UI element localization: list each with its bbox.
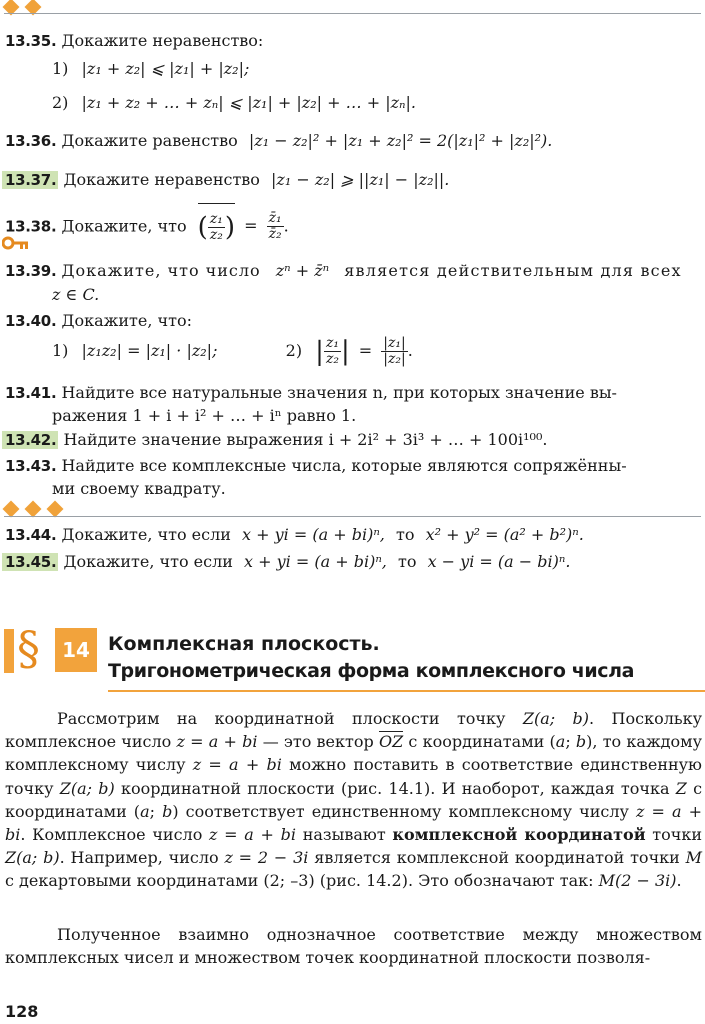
fraction: $\frac{\text{|z₁|}}{\text{|z₂|}}$ <box>383 335 406 367</box>
problem-13-42 <box>5 430 547 450</box>
problem-13-35-item-2 <box>52 93 416 113</box>
problem-13-44 <box>5 525 584 545</box>
section-bar-left <box>4 629 14 673</box>
problem-13-39-cont <box>52 285 99 305</box>
problem-text: является действительным для всех <box>344 261 682 280</box>
item-label: 2) <box>52 93 69 112</box>
problem-number: 13.36. <box>5 132 57 150</box>
problem-number: 13.40. <box>5 312 57 330</box>
divider <box>4 516 701 517</box>
ornament-diamond <box>3 501 20 518</box>
body-paragraph-2: Полученное взаимно однозначное соответствие между множеством комплексных чисел и множеством точек координатной плоскости позволя- <box>5 925 702 968</box>
formula: x + yi = (a + bi)ⁿ, <box>244 552 387 571</box>
problem-13-39 <box>5 261 700 281</box>
problem-text: Найдите все комплексные числа, которые являются сопряжённы- <box>61 456 627 475</box>
problem-text: Докажите, что число <box>61 261 261 280</box>
problem-number: 13.35. <box>5 32 57 50</box>
problem-text: Докажите неравенство <box>63 170 260 189</box>
formula: |z₁z₂| = |z₁| · |z₂|; <box>81 341 218 360</box>
problem-13-38: 13.38. Докажите, что ( $\frac{\text{z₁}}{\text{z₂}}$ ) = $\frac{\text{z̄₁}}{\text{z̄₂}}$ . <box>5 203 289 251</box>
fraction: $\frac{\text{z₁}}{\text{z₂}}$ <box>209 211 223 243</box>
section-underline <box>108 690 705 692</box>
problem-text: Докажите, что <box>61 216 187 236</box>
problem-13-36 <box>5 131 552 151</box>
problem-text: Докажите, что если <box>63 552 233 571</box>
problem-13-35-item-1 <box>52 59 249 79</box>
divider <box>4 13 701 14</box>
fraction: $\frac{\text{z̄₁}}{\text{z̄₂}}$ <box>268 210 282 243</box>
problem-13-37 <box>5 170 449 190</box>
item-label: 1) <box>52 341 69 360</box>
section-number: 14 <box>62 638 90 662</box>
problem-text: Найдите все натуральные значения n, при которых значение вы- <box>61 383 617 402</box>
problem-number: 13.43. <box>5 457 57 475</box>
formula: zⁿ + z̄ⁿ <box>275 261 330 280</box>
problem-13-40-items: 1) |z₁z₂| = |z₁| · |z₂|; 2) | $\frac{\text{z₁}}{\text{z₂}}$ | = $\frac{\text{|z₁|}}{\text{|z₂|}}$ . <box>52 335 413 367</box>
problem-text: Докажите неравенство: <box>61 31 264 50</box>
problem-number: 13.44. <box>5 526 57 544</box>
problem-13-43 <box>5 456 627 476</box>
problem-text: Докажите, что: <box>61 311 192 330</box>
ornament-diamond <box>47 501 64 518</box>
problem-number: 13.42. <box>2 431 58 449</box>
formula: z ∈ C. <box>52 285 100 304</box>
fraction: $\frac{\text{z₁}}{\text{z₂}}$ <box>325 335 339 367</box>
conjugate-bar: ( $\frac{\text{z₁}}{\text{z₂}}$ ) <box>198 203 235 251</box>
problem-text: Докажите, что если <box>61 525 231 544</box>
problem-13-41 <box>5 383 617 403</box>
problem-text: Докажите равенство <box>61 131 238 150</box>
ornament-diamond <box>25 501 42 518</box>
page-number: 128 <box>5 1002 39 1021</box>
term-bold: комплексной координатой <box>392 825 646 845</box>
vector-oz: OZ <box>378 732 404 752</box>
formula: |z₁ + z₂| ⩽ |z₁| + |z₂|; <box>81 59 250 78</box>
item-label: 1) <box>52 59 69 78</box>
problem-number: 13.39. <box>5 262 57 280</box>
problem-13-43-cont <box>52 479 226 499</box>
section-title-line-1: Комплексная плоскость. <box>108 633 380 655</box>
body-paragraph-1: Рассмотрим на координатной плоскости точку Z(a; b). Поскольку комплексное число z = a + bi — это вектор OZ с координатами (a; b), то каждому комплексному числу z = a + bi можно поставить в соответствие единственную точку Z(a; b) координатной плоскости (рис. 14.1). И наоборот, каждая точка Z с координатами (a; b) соответствует единственному комплексному числу z = a + bi. Комплексное число z = a + bi называют комплексной координатой точки Z(a; b). Например, число z = 2 − 3i является комплексной координатой точки M с декартовыми координатами (2; –3) (рис. 14.2). Это обозначают так: M(2 − 3i). <box>5 709 703 891</box>
formula: x − yi = (a − bi)ⁿ. <box>427 552 571 571</box>
problem-13-41-cont <box>52 406 356 426</box>
problem-text: то <box>395 525 415 544</box>
problem-number: 13.37. <box>2 171 58 189</box>
problem-text: ми своему квадрату. <box>52 479 226 498</box>
section-title-line-2: Тригонометрическая форма комплексного числа <box>108 660 635 682</box>
item-label: 2) <box>285 341 303 360</box>
key-icon <box>2 236 30 250</box>
formula: |z₁ − z₂| ⩾ ||z₁| − |z₂||. <box>271 170 450 189</box>
problem-number: 13.41. <box>5 384 57 402</box>
problem-13-40 <box>5 311 192 331</box>
problem-number: 13.38. <box>5 217 57 236</box>
problem-text: то <box>397 552 417 571</box>
problem-13-35 <box>5 31 263 51</box>
section-symbol: § <box>17 621 40 675</box>
problem-13-45 <box>5 552 570 572</box>
problem-text: ражения 1 + i + i² + … + iⁿ равно 1. <box>52 406 357 425</box>
formula: x + yi = (a + bi)ⁿ, <box>242 525 385 544</box>
problem-number: 13.45. <box>2 553 58 571</box>
formula: |z₁ + z₂ + … + zₙ| ⩽ |z₁| + |z₂| + … + |zₙ|. <box>81 93 416 112</box>
formula: |z₁ − z₂|² + |z₁ + z₂|² = 2(|z₁|² + |z₂|²). <box>248 131 553 150</box>
problem-text: Найдите значение выражения i + 2i² + 3i³ + … + 100i¹⁰⁰. <box>63 430 548 449</box>
formula: x² + y² = (a² + b²)ⁿ. <box>425 525 584 544</box>
